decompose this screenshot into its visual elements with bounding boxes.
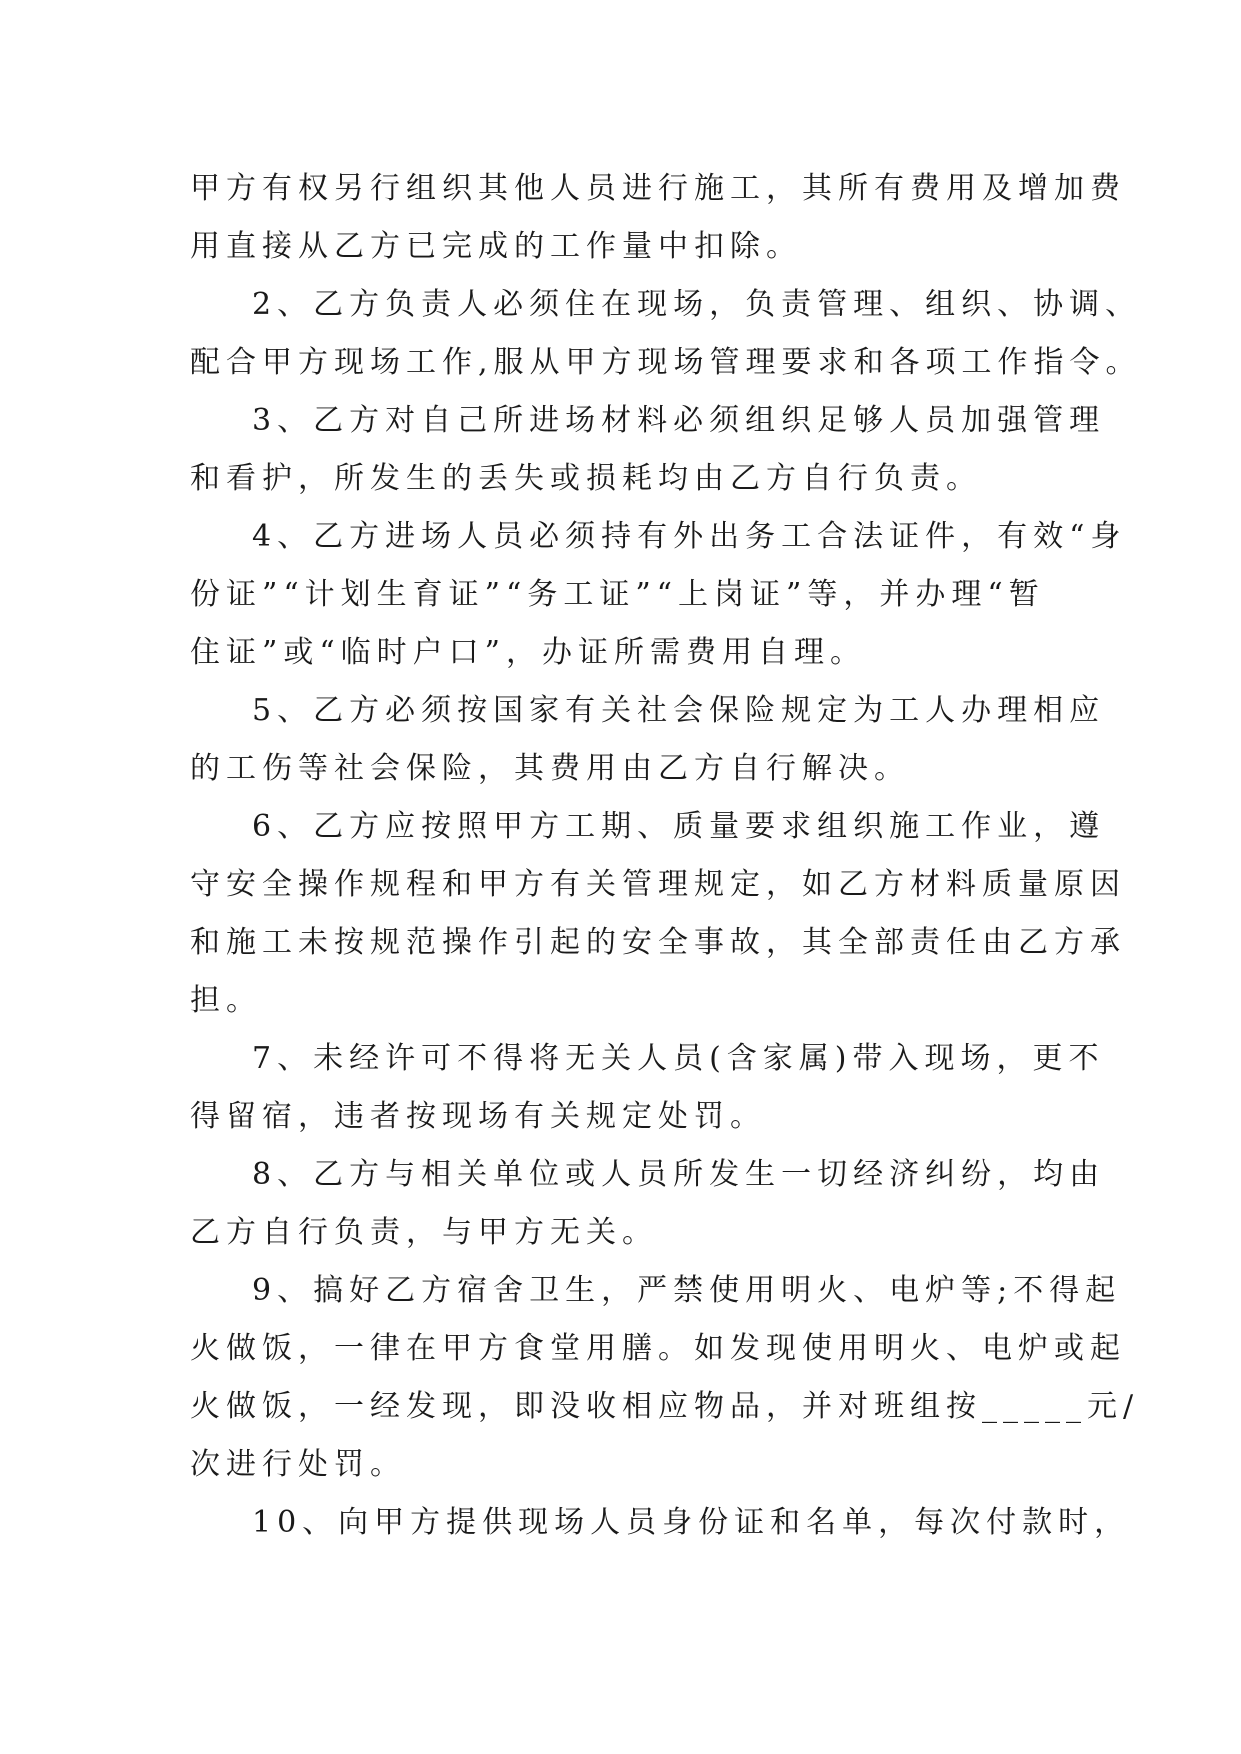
document-line: 7、未经许可不得将无关人员(含家属)带入现场，更不 bbox=[252, 1041, 1105, 1076]
document-line: 9、搞好乙方宿舍卫生，严禁使用明火、电炉等;不得起 bbox=[252, 1273, 1122, 1308]
document-line: 2、乙方负责人必须住在现场，负责管理、组织、协调、 bbox=[252, 287, 1142, 322]
document-line: 的工伤等社会保险，其费用由乙方自行解决。 bbox=[190, 751, 910, 786]
document-line: 次进行处罚。 bbox=[190, 1447, 406, 1482]
document-line: 10、向甲方提供现场人员身份证和名单，每次付款时， bbox=[252, 1505, 1131, 1540]
document-line: 配合甲方现场工作,服从甲方现场管理要求和各项工作指令。 bbox=[190, 345, 1142, 380]
document-line: 用直接从乙方已完成的工作量中扣除。 bbox=[190, 229, 802, 264]
document-line: 和施工未按规范操作引起的安全事故，其全部责任由乙方承 bbox=[190, 925, 1126, 960]
document-line: 守安全操作规程和甲方有关管理规定，如乙方材料质量原因 bbox=[190, 867, 1126, 902]
document-line: 住证”或“临时户口”，办证所需费用自理。 bbox=[190, 635, 867, 670]
document-line: 火做饭，一经发现，即没收相应物品，并对班组按_____元/ bbox=[190, 1389, 1140, 1424]
document-line: 火做饭，一律在甲方食堂用膳。如发现使用明火、电炉或起 bbox=[190, 1331, 1126, 1366]
document-line: 6、乙方应按照甲方工期、质量要求组织施工作业，遵 bbox=[252, 809, 1106, 844]
document-line: 甲方有权另行组织其他人员进行施工，其所有费用及增加费 bbox=[190, 171, 1126, 206]
document-line: 担。 bbox=[190, 983, 262, 1018]
document-line: 得留宿，违者按现场有关规定处罚。 bbox=[190, 1099, 766, 1134]
document-line: 和看护，所发生的丢失或损耗均由乙方自行负责。 bbox=[190, 461, 982, 496]
document-line: 4、乙方进场人员必须持有外出务工合法证件，有效“身 bbox=[252, 519, 1127, 554]
document-line: 5、乙方必须按国家有关社会保险规定为工人办理相应 bbox=[252, 693, 1106, 728]
document-line: 8、乙方与相关单位或人员所发生一切经济纠纷，均由 bbox=[252, 1157, 1106, 1192]
document-line: 份证”“计划生育证”“务工证”“上岗证”等，并办理“暂 bbox=[190, 577, 1045, 612]
document-line: 乙方自行负责，与甲方无关。 bbox=[190, 1215, 658, 1250]
document-line: 3、乙方对自己所进场材料必须组织足够人员加强管理 bbox=[252, 403, 1106, 438]
document-body bbox=[190, 160, 1142, 1552]
